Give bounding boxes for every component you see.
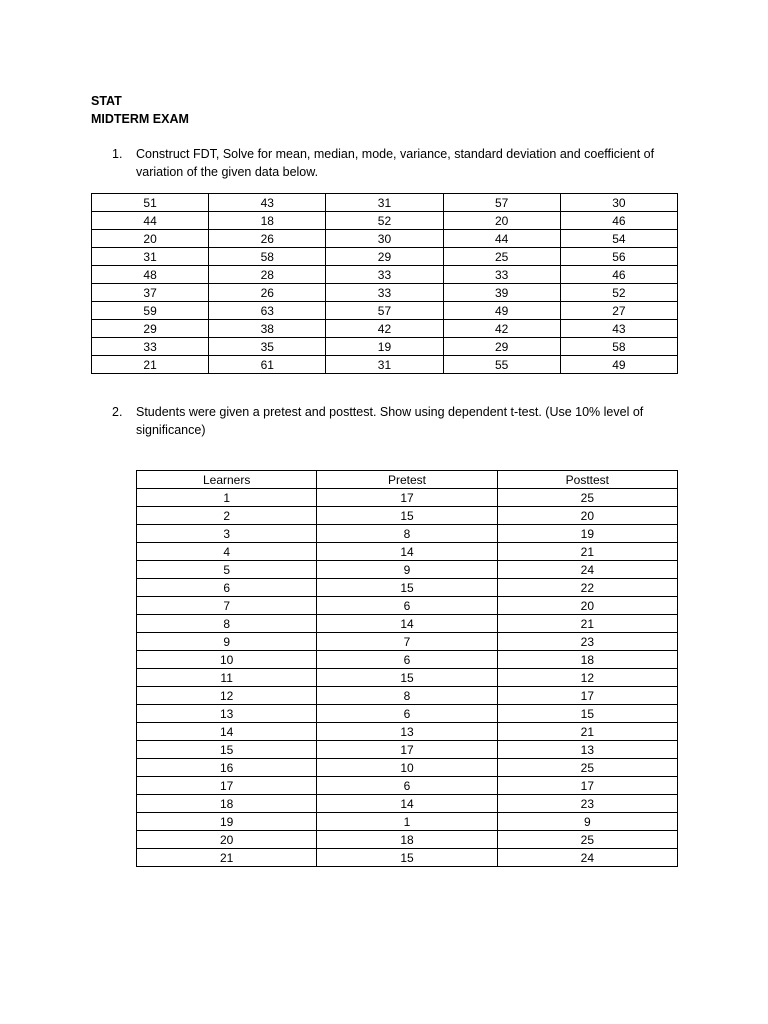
table-row [137, 705, 678, 723]
table-cell: 2 [137, 507, 317, 525]
table-cell: 27 [560, 302, 677, 320]
table-cell: 48 [92, 266, 209, 284]
table-row [92, 266, 678, 284]
table-cell: 29 [326, 248, 443, 266]
table-row [92, 212, 678, 230]
pretest-posttest-table [136, 470, 678, 867]
table-row [92, 230, 678, 248]
table-cell: 14 [137, 723, 317, 741]
document-title: STAT [91, 94, 122, 108]
table-cell: 14 [317, 795, 497, 813]
table-cell: 6 [317, 651, 497, 669]
column-header: Pretest [317, 471, 497, 489]
table-cell: 15 [317, 849, 497, 867]
table-cell: 17 [317, 489, 497, 507]
table-cell: 15 [317, 507, 497, 525]
table-cell: 15 [137, 741, 317, 759]
table-cell: 38 [209, 320, 326, 338]
table-cell: 6 [317, 705, 497, 723]
table-row [137, 849, 678, 867]
table-cell: 25 [497, 489, 677, 507]
table-cell: 57 [443, 194, 560, 212]
table-cell: 17 [137, 777, 317, 795]
table-row [92, 320, 678, 338]
table-cell: 42 [443, 320, 560, 338]
table-row [137, 615, 678, 633]
table-cell: 18 [209, 212, 326, 230]
table-row [137, 561, 678, 579]
table-cell: 10 [317, 759, 497, 777]
table-cell: 31 [326, 194, 443, 212]
table-cell: 7 [317, 633, 497, 651]
table-cell: 7 [137, 597, 317, 615]
table-cell: 18 [137, 795, 317, 813]
table-cell: 55 [443, 356, 560, 374]
table-cell: 21 [137, 849, 317, 867]
table-cell: 25 [443, 248, 560, 266]
table-row [137, 579, 678, 597]
column-header: Learners [137, 471, 317, 489]
table-cell: 25 [497, 759, 677, 777]
table-row [137, 669, 678, 687]
document-subtitle: MIDTERM EXAM [91, 112, 189, 126]
table-row [137, 741, 678, 759]
table-cell: 23 [497, 633, 677, 651]
table-cell: 24 [497, 561, 677, 579]
table-cell: 18 [497, 651, 677, 669]
table-cell: 21 [497, 723, 677, 741]
table-cell: 21 [497, 543, 677, 561]
table-row [137, 525, 678, 543]
table-cell: 17 [497, 687, 677, 705]
table-row [92, 338, 678, 356]
table-cell: 11 [137, 669, 317, 687]
table-row [137, 813, 678, 831]
table-row [137, 543, 678, 561]
table-cell: 56 [560, 248, 677, 266]
table-cell: 37 [92, 284, 209, 302]
table-cell: 26 [209, 230, 326, 248]
pretest-posttest-table-body [137, 489, 678, 867]
table-cell: 17 [317, 741, 497, 759]
table-cell: 13 [317, 723, 497, 741]
table-cell: 29 [92, 320, 209, 338]
table-cell: 24 [497, 849, 677, 867]
table-cell: 25 [497, 831, 677, 849]
table-cell: 23 [497, 795, 677, 813]
table-cell: 58 [560, 338, 677, 356]
question-1 [112, 145, 672, 181]
table-cell: 4 [137, 543, 317, 561]
table-cell: 12 [137, 687, 317, 705]
table-cell: 31 [92, 248, 209, 266]
table-cell: 9 [137, 633, 317, 651]
table-cell: 63 [209, 302, 326, 320]
table-cell: 54 [560, 230, 677, 248]
table-cell: 22 [497, 579, 677, 597]
table-cell: 46 [560, 266, 677, 284]
table-cell: 49 [560, 356, 677, 374]
table-cell: 33 [92, 338, 209, 356]
table-row [137, 687, 678, 705]
table-cell: 30 [326, 230, 443, 248]
table-cell: 14 [317, 543, 497, 561]
table-cell: 6 [137, 579, 317, 597]
table-cell: 8 [137, 615, 317, 633]
question-1-number: 1. [112, 147, 123, 161]
table-cell: 19 [137, 813, 317, 831]
table-cell: 33 [443, 266, 560, 284]
table-cell: 9 [497, 813, 677, 831]
table-row [137, 831, 678, 849]
question-2-number: 2. [112, 405, 123, 419]
table-cell: 13 [137, 705, 317, 723]
table-header-row [137, 471, 678, 489]
table-row [92, 356, 678, 374]
table-cell: 3 [137, 525, 317, 543]
table-cell: 13 [497, 741, 677, 759]
table-cell: 52 [560, 284, 677, 302]
table-cell: 43 [209, 194, 326, 212]
table-row [137, 597, 678, 615]
table-cell: 29 [443, 338, 560, 356]
table-cell: 44 [443, 230, 560, 248]
table-cell: 8 [317, 687, 497, 705]
table-cell: 42 [326, 320, 443, 338]
table-cell: 44 [92, 212, 209, 230]
table-row [137, 795, 678, 813]
table-cell: 16 [137, 759, 317, 777]
question-2-text: Students were given a pretest and posttest. Show using dependent t-test. (Use 10% level of significance) [136, 405, 644, 437]
table-cell: 12 [497, 669, 677, 687]
table-cell: 20 [92, 230, 209, 248]
table-cell: 28 [209, 266, 326, 284]
table-cell: 20 [443, 212, 560, 230]
table-cell: 5 [137, 561, 317, 579]
table-cell: 51 [92, 194, 209, 212]
table-cell: 33 [326, 284, 443, 302]
raw-data-table [91, 193, 678, 374]
table-row [137, 723, 678, 741]
table-cell: 18 [317, 831, 497, 849]
table-cell: 20 [497, 507, 677, 525]
table-cell: 43 [560, 320, 677, 338]
question-2 [112, 403, 672, 439]
table-cell: 1 [137, 489, 317, 507]
table-row [137, 651, 678, 669]
table-cell: 33 [326, 266, 443, 284]
table-cell: 19 [497, 525, 677, 543]
table-cell: 58 [209, 248, 326, 266]
table-cell: 31 [326, 356, 443, 374]
table-cell: 15 [317, 669, 497, 687]
table-cell: 26 [209, 284, 326, 302]
table-cell: 59 [92, 302, 209, 320]
table-row [92, 284, 678, 302]
table-row [137, 489, 678, 507]
table-row [137, 759, 678, 777]
table-cell: 10 [137, 651, 317, 669]
table-cell: 6 [317, 597, 497, 615]
table-row [137, 507, 678, 525]
table-cell: 14 [317, 615, 497, 633]
table-cell: 20 [137, 831, 317, 849]
question-1-text: Construct FDT, Solve for mean, median, mode, variance, standard deviation and coefficient of variation of the given data below. [136, 147, 655, 179]
table-cell: 20 [497, 597, 677, 615]
table-cell: 30 [560, 194, 677, 212]
table-cell: 6 [317, 777, 497, 795]
raw-data-table-body [92, 194, 678, 374]
table-cell: 35 [209, 338, 326, 356]
table-cell: 8 [317, 525, 497, 543]
table-cell: 9 [317, 561, 497, 579]
table-cell: 21 [92, 356, 209, 374]
table-cell: 15 [317, 579, 497, 597]
table-cell: 61 [209, 356, 326, 374]
table-row [92, 302, 678, 320]
table-cell: 15 [497, 705, 677, 723]
table-cell: 52 [326, 212, 443, 230]
table-cell: 49 [443, 302, 560, 320]
table-row [92, 194, 678, 212]
table-cell: 21 [497, 615, 677, 633]
table-cell: 19 [326, 338, 443, 356]
table-row [137, 633, 678, 651]
table-cell: 1 [317, 813, 497, 831]
table-cell: 17 [497, 777, 677, 795]
table-cell: 46 [560, 212, 677, 230]
table-cell: 57 [326, 302, 443, 320]
table-row [137, 777, 678, 795]
table-row [92, 248, 678, 266]
column-header: Posttest [497, 471, 677, 489]
table-cell: 39 [443, 284, 560, 302]
